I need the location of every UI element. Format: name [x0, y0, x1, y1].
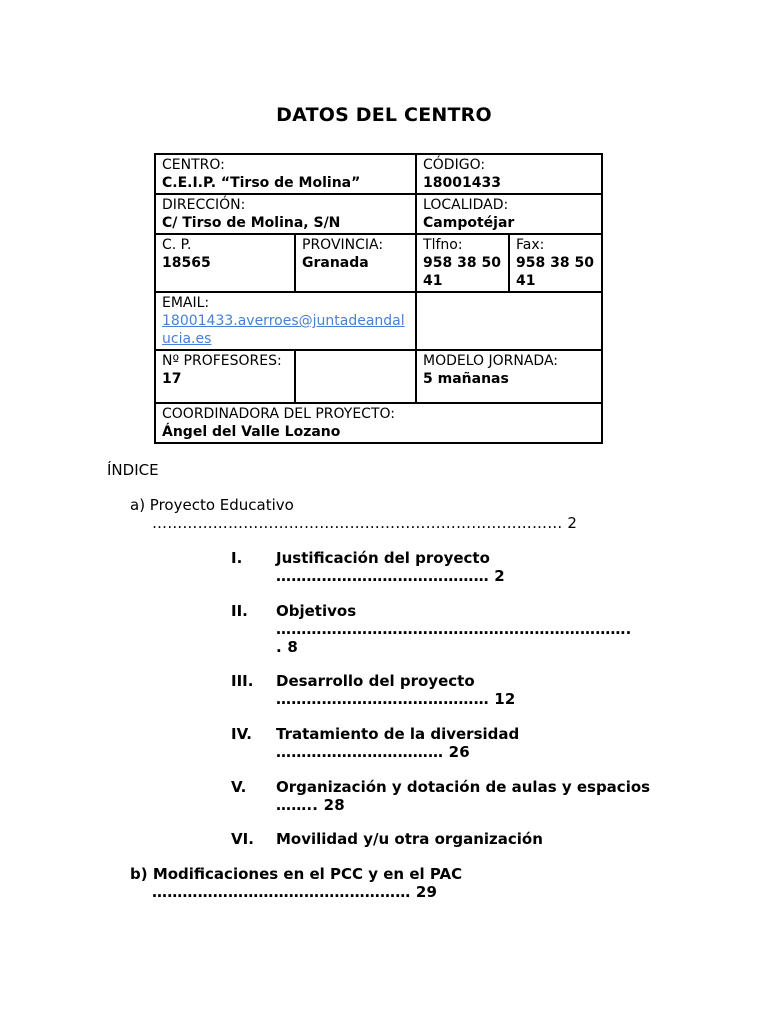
- index-item-5[interactable]: [231, 778, 650, 814]
- fax-cell: [509, 234, 602, 292]
- index-entry-a-text: a) Proyecto Educativo: [130, 496, 294, 514]
- centro-value: C.E.I.P. “Tirso de Molina”: [162, 175, 361, 191]
- index-item-text: Desarrollo del proyecto: [276, 672, 475, 690]
- index-item-text: Justificación del proyecto: [276, 549, 490, 567]
- index-item-4[interactable]: [231, 725, 519, 761]
- index-heading: ÍNDICE: [107, 461, 159, 479]
- index-item-text: Tratamiento de la diversidad: [276, 725, 520, 743]
- cp-cell: [155, 234, 295, 292]
- coordinadora-value: Ángel del Valle Lozano: [162, 424, 341, 440]
- index-item-text: Movilidad y/u otra organización: [276, 830, 543, 848]
- index-item-number: IV.: [231, 725, 252, 743]
- email-label: EMAIL:: [162, 295, 210, 311]
- index-item-1[interactable]: [231, 549, 505, 585]
- index-item-text: Objetivos: [276, 602, 357, 620]
- profesores-label: Nº PROFESORES:: [162, 353, 282, 369]
- coordinadora-label: COORDINADORA DEL PROYECTO:: [162, 406, 396, 422]
- index-item-text: Organización y dotación de aulas y espacios: [276, 778, 651, 796]
- profesores-cell: [155, 350, 295, 403]
- index-item-dots: …………………………………… 12: [276, 690, 516, 708]
- page-title: DATOS DEL CENTRO: [276, 104, 492, 126]
- index-item-6[interactable]: [231, 830, 543, 848]
- codigo-value: 18001433: [423, 175, 501, 191]
- empty-cell: [416, 292, 602, 350]
- direccion-cell: [155, 194, 416, 234]
- localidad-cell: [416, 194, 602, 234]
- modelo-value: 5 mañanas: [423, 371, 509, 387]
- email-link[interactable]: 18001433.averroes@juntadeandalucia.es: [162, 313, 405, 347]
- modelo-cell: [416, 350, 602, 403]
- profesores-value: 17: [162, 371, 182, 387]
- tlfno-value: 958 38 50 41: [423, 255, 501, 289]
- index-entry-b-dots: …………………………………………… 29: [152, 883, 438, 901]
- index-entry-b-text: b) Modificaciones en el PCC y en el PAC: [130, 865, 463, 883]
- tlfno-cell: [416, 234, 509, 292]
- index-item-dots: …….. 28: [276, 796, 345, 814]
- coordinadora-cell: [155, 403, 602, 443]
- cp-label: C. P.: [162, 237, 192, 253]
- email-cell: [155, 292, 416, 350]
- localidad-label: LOCALIDAD:: [423, 197, 509, 213]
- index-item-number: V.: [231, 778, 247, 796]
- index-item-page: . 8: [276, 638, 298, 656]
- index-item-dots: …………………………………………………………….: [276, 620, 632, 638]
- index-entry-b[interactable]: [130, 865, 462, 901]
- centro-label: CENTRO:: [162, 157, 225, 173]
- index-item-3[interactable]: [231, 672, 516, 708]
- index-item-number: III.: [231, 672, 254, 690]
- index-item-2[interactable]: [231, 602, 632, 656]
- index-entry-a-dots: ……………………………………………………………………… 2: [152, 514, 578, 532]
- localidad-value: Campotéjar: [423, 215, 515, 231]
- index-item-number: II.: [231, 602, 248, 620]
- index-entry-a[interactable]: [130, 496, 577, 532]
- modelo-label: MODELO JORNADA:: [423, 353, 559, 369]
- index-item-number: VI.: [231, 830, 254, 848]
- provincia-value: Granada: [302, 255, 369, 271]
- provincia-label: PROVINCIA:: [302, 237, 384, 253]
- index-item-dots: …………………………………… 2: [276, 567, 505, 585]
- codigo-cell: [416, 154, 602, 194]
- index-item-number: I.: [231, 549, 243, 567]
- codigo-label: CÓDIGO:: [423, 157, 486, 173]
- center-info-table: [154, 153, 603, 444]
- empty-cell-2: [295, 350, 416, 403]
- provincia-cell: [295, 234, 416, 292]
- direccion-value: C/ Tirso de Molina, S/N: [162, 215, 341, 231]
- tlfno-label: Tlfno:: [423, 237, 463, 253]
- cp-value: 18565: [162, 255, 211, 271]
- direccion-label: DIRECCIÓN:: [162, 197, 246, 213]
- fax-label: Fax:: [516, 237, 545, 253]
- index-item-dots: …………………………… 26: [276, 743, 470, 761]
- centro-cell: [155, 154, 416, 194]
- fax-value: 958 38 50 41: [516, 255, 594, 289]
